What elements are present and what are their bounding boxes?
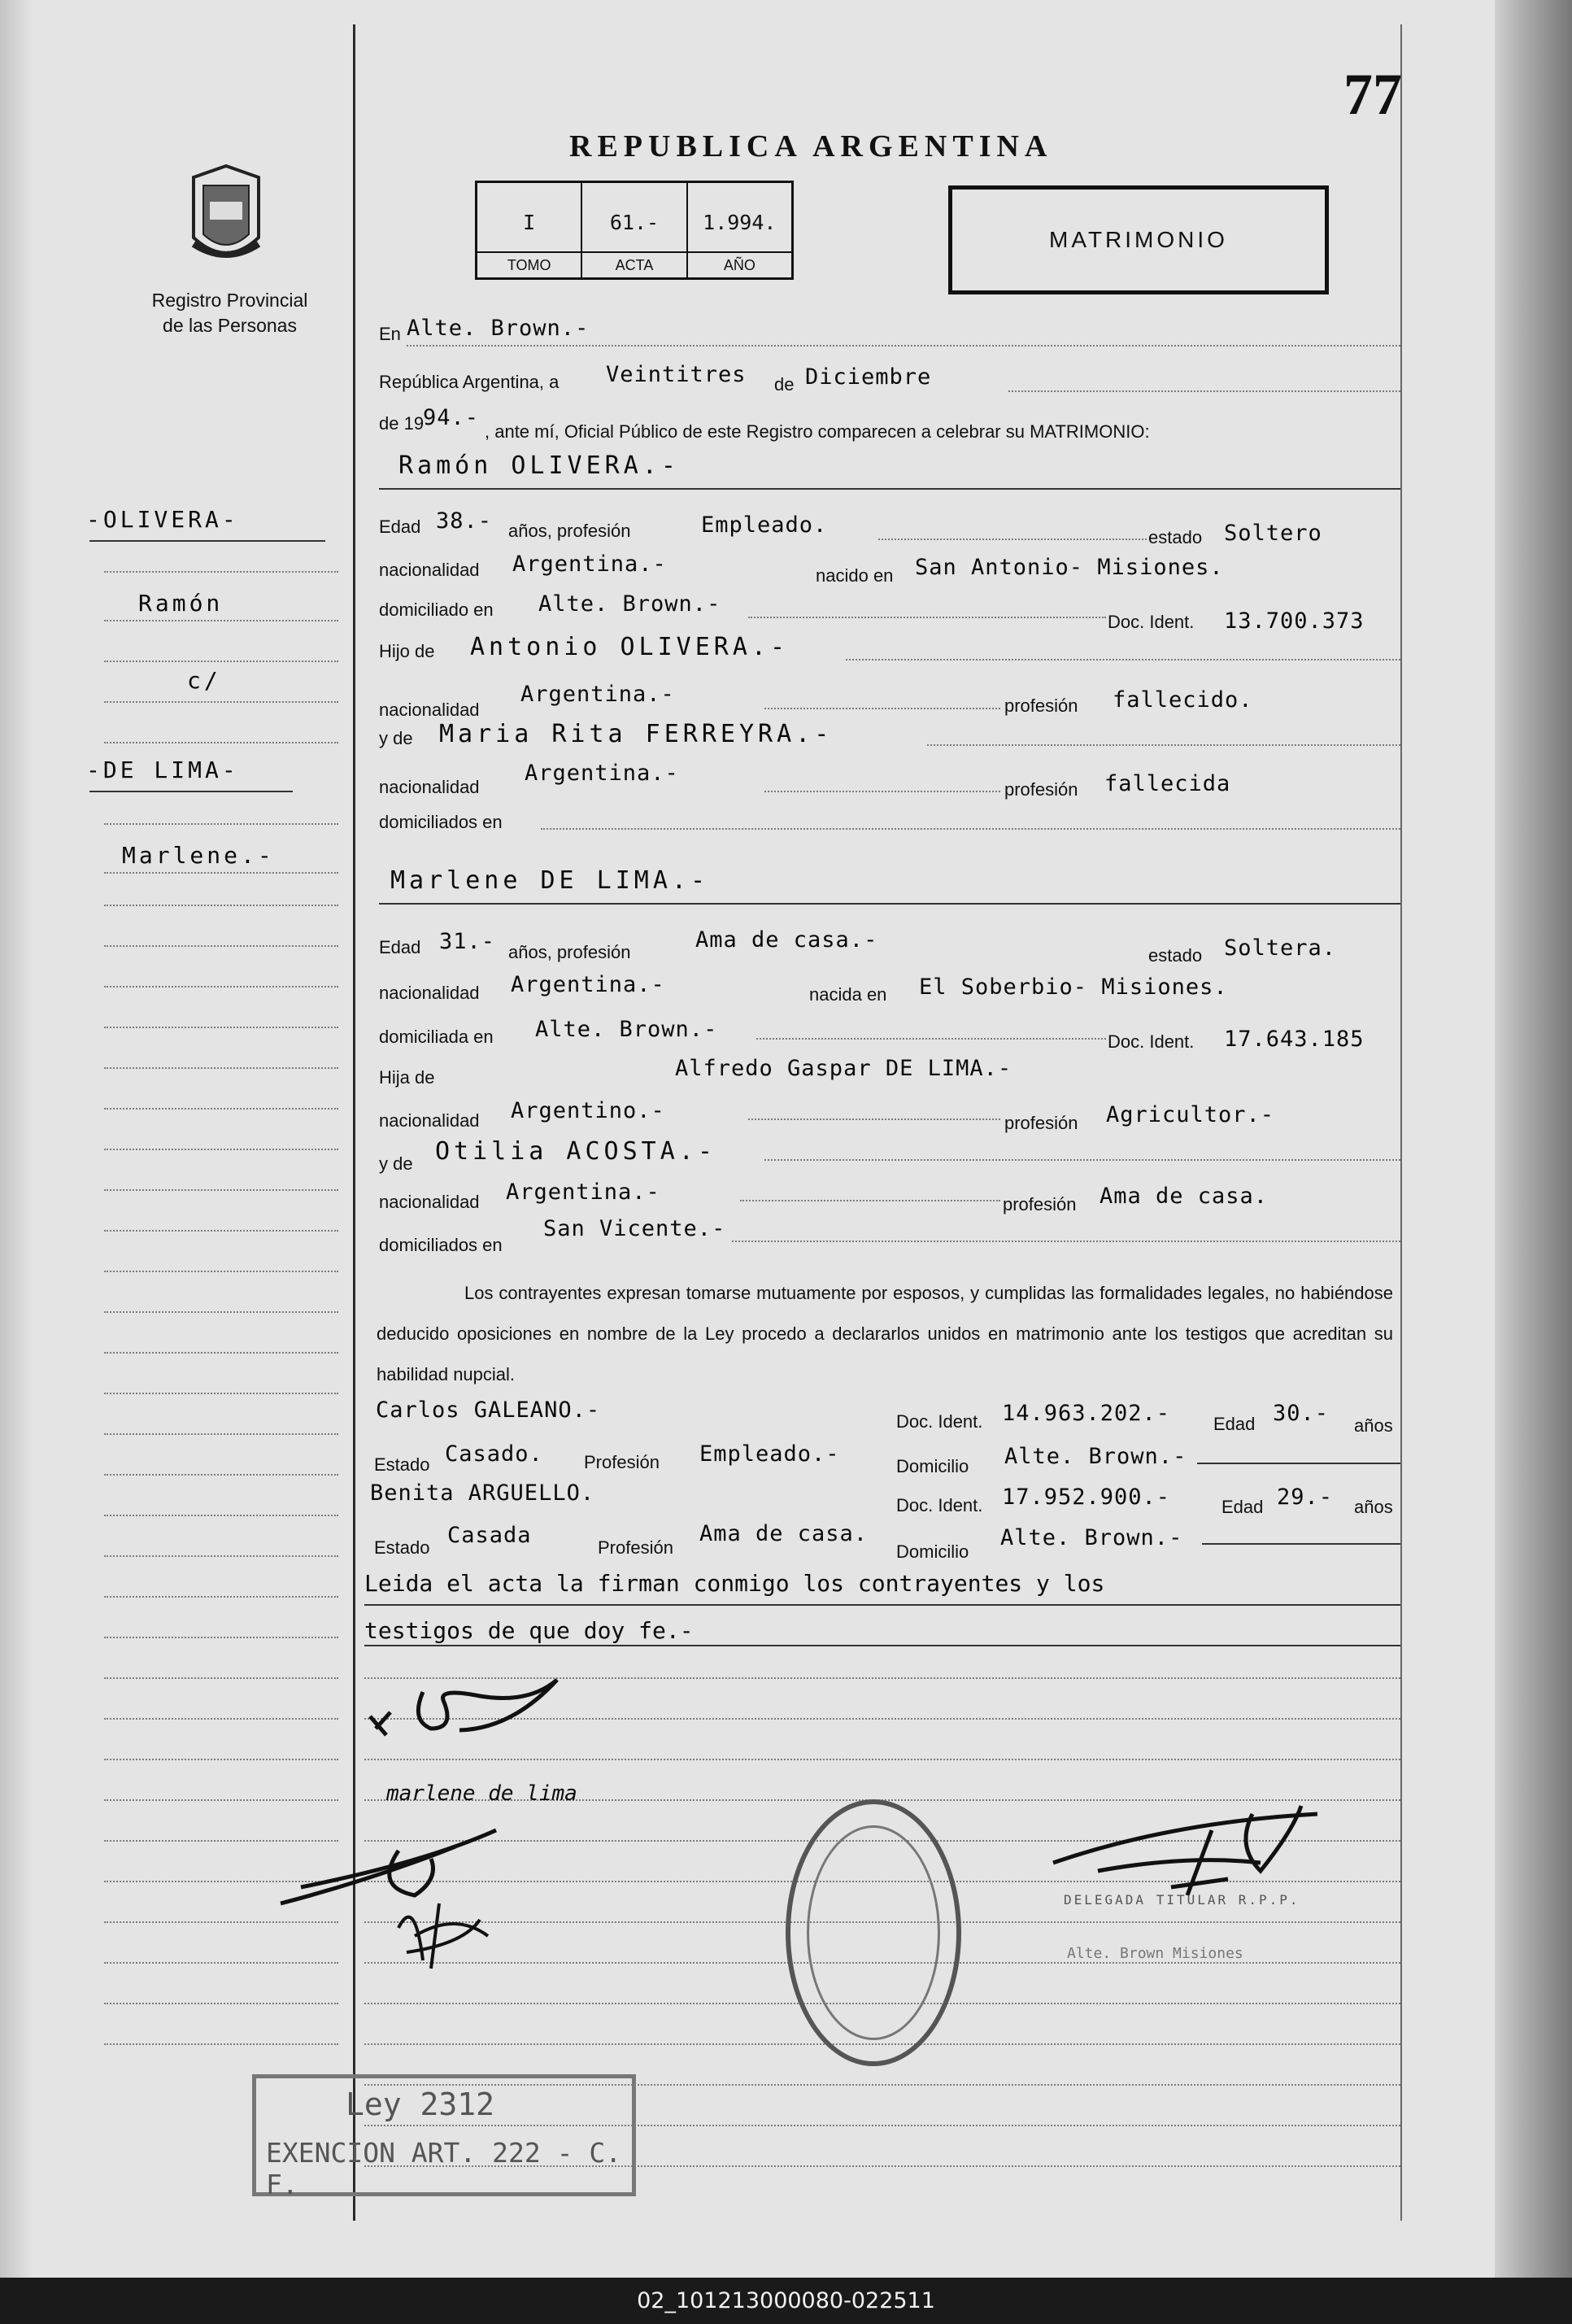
witness-signatures-icon [277, 1814, 520, 1977]
bride-status: Soltera. [1224, 935, 1337, 961]
groom-age: 38.- [436, 508, 493, 534]
bride-father-profession: Agricultor.- [1106, 1102, 1275, 1127]
province-seal-icon [177, 159, 275, 273]
groom-father: Antonio OLIVERA.- [470, 633, 790, 661]
bride-father: Alfredo Gaspar DE LIMA.- [675, 1056, 1012, 1081]
registry-name: Registro Provincial de las Personas [151, 290, 308, 336]
place-value: Alte. Brown.- [407, 316, 590, 341]
groom-status: Soltero [1224, 521, 1322, 546]
witness2-name: Benita ARGUELLO. [370, 1480, 595, 1506]
tomo-cell: I TOMO [477, 183, 582, 277]
groom-signature-icon [366, 1672, 569, 1745]
witness2-doc: 17.952.900.- [1002, 1485, 1171, 1510]
bride-age: 31.- [439, 929, 496, 954]
official-stamp-place: Alte. Brown Misiones [1067, 1945, 1243, 1962]
witness2-status: Casada [447, 1523, 532, 1548]
margin-conj: c/ [187, 667, 221, 694]
groom-birthplace: San Antonio- Misiones. [915, 555, 1224, 580]
groom-nationality: Argentina.- [512, 552, 667, 577]
country-title: REPUBLICA ARGENTINA [569, 129, 1053, 164]
declaration-text: Los contrayentes expresan tomarse mutuamente por esposos, y cumplidas las formalidades legales, no habiéndose deducido oposiciones en nombre de la Ley procedo a declararlos unidos en matrimonio ante los testigos que acreditan su habilidad nupcial. [377, 1283, 1393, 1384]
margin-name-groom: Ramón [138, 590, 224, 617]
bride-domicile: Alte. Brown.- [535, 1017, 718, 1042]
witness1-age: 30.- [1273, 1401, 1330, 1426]
bride-birthplace: El Soberbio- Misiones. [919, 975, 1228, 1000]
witness1-name: Carlos GALEANO.- [376, 1397, 601, 1423]
groom-profession: Empleado. [701, 512, 828, 538]
book-binding-edge [1495, 0, 1572, 2278]
margin-surname-groom: -OLIVERA- [86, 506, 239, 533]
act-type-box: MATRIMONIO [948, 185, 1329, 294]
acta-cell: 61.- ACTA [582, 183, 687, 277]
witness1-domicile: Alte. Brown.- [1004, 1444, 1187, 1469]
groom-father-profession: fallecido. [1113, 687, 1253, 713]
page-number: 77 [1343, 62, 1402, 127]
witness2-domicile: Alte. Brown.- [1000, 1525, 1183, 1550]
margin-surname-bride: -DE LIMA- [86, 756, 239, 783]
groom-mother-nationality: Argentina.- [525, 761, 679, 786]
bride-mother-nationality: Argentina.- [506, 1179, 660, 1205]
bride-mother: Otilia ACOSTA.- [435, 1137, 716, 1166]
bride-name: Marlene DE LIMA.- [390, 866, 710, 895]
groom-domicile: Alte. Brown.- [538, 591, 721, 617]
bride-mother-profession: Ama de casa. [1100, 1184, 1269, 1209]
margin-name-bride: Marlene.- [122, 842, 275, 869]
day-value: Veintitres [606, 362, 747, 387]
document-page: 77 REPUBLICA ARGENTINA Registro Provincial de las Personas I TOMO 61.- ACTA 1.994. AÑO MATRIMONIO -OLIVERA- Ramón c/ -DE LIMA- Marlene.- En Alte. Brown.- República Argentina, a Veintitres de Diciembre de 19 94.- , ante mí, Oficial Público de este Registro comparecen a celebrar su MATRIMONIO: Ramón OLIVERA.- Edad 38.- años, profesión Empleado. estado Soltero nacionalidad Argentina.- nacido en San Antonio- Misiones. domiciliado en Alte. Brown.- Doc. Ident. 13.700.373 Hijo de Antonio OLIVERA.- nacionalidad Argentina.- profesión fallecido. y de Maria Rita FERREYRA.- nacionalidad Argentina.- profesión fallecida domiciliados en Marlene DE LIMA.- Edad 31.- años, profesión Ama de casa.- estado Soltera. nacionalidad Argentina.- nacida en El Soberbio- Misiones. domiciliada en Alte. Brown.- Doc. Ident. 17.643.185 Hija de Alfredo Gaspar DE LIMA.- nacionalidad Argentino.- profesión Agricultor.- y de Otilia ACOSTA.- nacionalidad Argentina.- profesión Ama de casa. domiciliados en San Vicente.- Los contrayentes expresan tomarse mutuamente por esposos, y cumplidas las formalidades legales, no habiéndose deducido oposiciones en nombre de la Ley procedo a declararlos unidos en matrimonio ante los testigos que acreditan su habilidad nupcial. Carlos GALEANO.- Doc. Ident. 14.963.202.- Edad 30.- años Estado Casado. Profesión Empleado.- Domicilio Alte. Brown.- Benita ARGUELLO. Doc. Ident. 17.952.900.- Edad 29.- años Estado Casada Profesión Ama de casa. Domicilio Alte. Brown.- Leida el acta la firman conmigo los contrayentes y los testigos de que doy fe.- marlene de lima DELEGADA TITULAR R.P.P. Alte. Brown Misiones Ley 2312 EXENCION ART. 222 - C. F. [0, 0, 1495, 2278]
ano-cell: 1.994. AÑO [688, 183, 791, 277]
bride-profession: Ama de casa.- [695, 927, 878, 953]
year-value: 94.- [423, 405, 480, 430]
closing-line-2: testigos de que doy fe.- [364, 1617, 694, 1644]
groom-doc: 13.700.373 [1224, 608, 1365, 634]
bride-doc: 17.643.185 [1224, 1027, 1365, 1052]
exemption-stamp: Ley 2312 EXENCION ART. 222 - C. F. [252, 2074, 636, 2196]
bride-signature: marlene de lima [386, 1781, 577, 1806]
groom-mother: Maria Rita FERREYRA.- [439, 720, 834, 748]
official-signature-icon [1049, 1798, 1317, 1903]
bride-nationality: Argentina.- [511, 972, 665, 997]
bride-parents-domicile: San Vicente.- [543, 1216, 726, 1241]
groom-name: Ramón OLIVERA.- [398, 451, 680, 480]
footer-id: 02_101213000080-022511 [0, 2278, 1572, 2324]
right-rule [1400, 24, 1402, 2221]
witness1-profession: Empleado.- [699, 1441, 840, 1467]
registry-stamp [786, 1799, 961, 2066]
groom-mother-profession: fallecida [1104, 771, 1231, 796]
witness1-status: Casado. [445, 1441, 543, 1467]
bride-father-nationality: Argentino.- [511, 1098, 665, 1123]
closing-line-1: Leida el acta la firman conmigo los contrayentes y los [364, 1570, 1105, 1597]
witness1-doc: 14.963.202.- [1002, 1401, 1171, 1426]
groom-father-nationality: Argentina.- [520, 682, 675, 707]
official-stamp-title: DELEGADA TITULAR R.P.P. [1064, 1892, 1300, 1908]
month-value: Diciembre [805, 364, 932, 390]
witness2-age: 29.- [1277, 1485, 1334, 1510]
witness2-profession: Ama de casa. [699, 1521, 869, 1546]
record-box [475, 181, 794, 280]
